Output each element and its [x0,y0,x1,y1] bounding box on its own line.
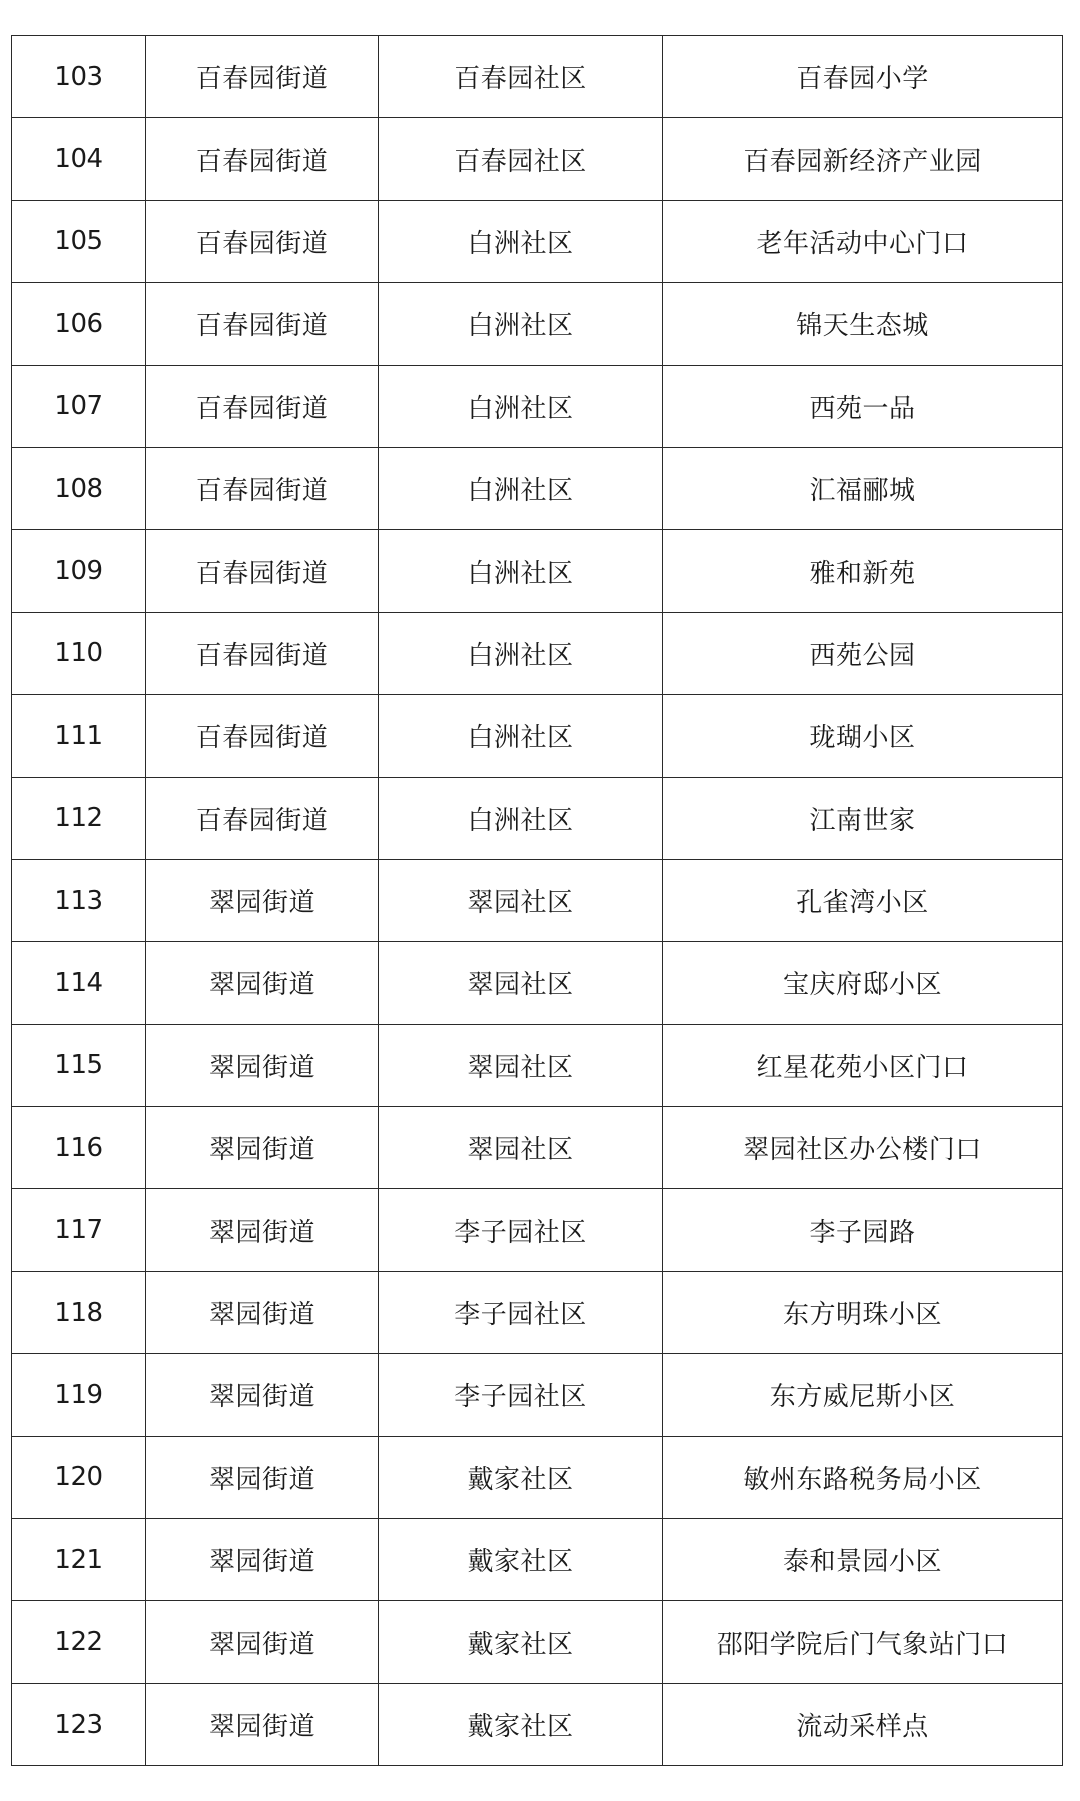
street-cell: 百春园街道 [146,612,379,694]
table-row [12,695,1063,777]
row-number-cell: 103 [12,36,146,118]
community-cell: 戴家社区 [379,1683,663,1765]
street-cell: 翠园街道 [146,859,379,941]
street-cell: 翠园街道 [146,1436,379,1518]
row-number-cell: 114 [12,942,146,1024]
community-cell: 戴家社区 [379,1436,663,1518]
table-row [12,365,1063,447]
site-cell: 西苑一品 [663,365,1063,447]
row-number-cell: 105 [12,200,146,282]
site-cell: 孔雀湾小区 [663,859,1063,941]
row-number-cell: 116 [12,1107,146,1189]
street-cell: 翠园街道 [146,1189,379,1271]
row-number-cell: 119 [12,1354,146,1436]
table-row [12,118,1063,200]
row-number-cell: 110 [12,612,146,694]
community-cell: 翠园社区 [379,942,663,1024]
row-number-cell: 117 [12,1189,146,1271]
row-number-cell: 108 [12,447,146,529]
row-number-cell: 115 [12,1024,146,1106]
community-cell: 白洲社区 [379,530,663,612]
row-number-cell: 113 [12,859,146,941]
site-cell: 雅和新苑 [663,530,1063,612]
site-cell: 百春园小学 [663,36,1063,118]
site-cell: 老年活动中心门口 [663,200,1063,282]
row-number-cell: 118 [12,1271,146,1353]
community-cell: 白洲社区 [379,283,663,365]
street-cell: 翠园街道 [146,1601,379,1683]
table-row [12,777,1063,859]
site-cell: 流动采样点 [663,1683,1063,1765]
community-cell: 百春园社区 [379,36,663,118]
site-cell: 东方威尼斯小区 [663,1354,1063,1436]
sampling-sites-table [11,35,1063,1766]
street-cell: 翠园街道 [146,942,379,1024]
community-cell: 白洲社区 [379,365,663,447]
row-number-cell: 121 [12,1519,146,1601]
site-cell: 翠园社区办公楼门口 [663,1107,1063,1189]
site-cell: 珑瑚小区 [663,695,1063,777]
street-cell: 百春园街道 [146,365,379,447]
community-cell: 白洲社区 [379,695,663,777]
street-cell: 翠园街道 [146,1024,379,1106]
community-cell: 百春园社区 [379,118,663,200]
street-cell: 翠园街道 [146,1271,379,1353]
site-cell: 锦天生态城 [663,283,1063,365]
table-row [12,283,1063,365]
site-cell: 东方明珠小区 [663,1271,1063,1353]
site-cell: 西苑公园 [663,612,1063,694]
table-row [12,1601,1063,1683]
street-cell: 百春园街道 [146,447,379,529]
table-row [12,1024,1063,1106]
row-number-cell: 112 [12,777,146,859]
site-cell: 江南世家 [663,777,1063,859]
community-cell: 李子园社区 [379,1271,663,1353]
street-cell: 百春园街道 [146,283,379,365]
row-number-cell: 111 [12,695,146,777]
community-cell: 翠园社区 [379,1107,663,1189]
row-number-cell: 107 [12,365,146,447]
table-row [12,36,1063,118]
table-row [12,1354,1063,1436]
street-cell: 百春园街道 [146,777,379,859]
table-row [12,1271,1063,1353]
site-cell: 红星花苑小区门口 [663,1024,1063,1106]
table-row [12,1683,1063,1765]
site-cell: 邵阳学院后门气象站门口 [663,1601,1063,1683]
site-cell: 李子园路 [663,1189,1063,1271]
community-cell: 翠园社区 [379,1024,663,1106]
street-cell: 百春园街道 [146,695,379,777]
row-number-cell: 109 [12,530,146,612]
community-cell: 李子园社区 [379,1354,663,1436]
document-page [11,35,1062,1766]
community-cell: 戴家社区 [379,1601,663,1683]
street-cell: 百春园街道 [146,530,379,612]
community-cell: 翠园社区 [379,859,663,941]
table-row [12,1189,1063,1271]
row-number-cell: 122 [12,1601,146,1683]
table-row [12,1107,1063,1189]
site-cell: 百春园新经济产业园 [663,118,1063,200]
community-cell: 白洲社区 [379,200,663,282]
site-cell: 宝庆府邸小区 [663,942,1063,1024]
community-cell: 白洲社区 [379,612,663,694]
community-cell: 李子园社区 [379,1189,663,1271]
table-row [12,859,1063,941]
table-body [12,36,1063,1766]
street-cell: 百春园街道 [146,118,379,200]
table-row [12,530,1063,612]
community-cell: 白洲社区 [379,777,663,859]
site-cell: 汇福郦城 [663,447,1063,529]
table-row [12,942,1063,1024]
row-number-cell: 106 [12,283,146,365]
community-cell: 戴家社区 [379,1519,663,1601]
site-cell: 泰和景园小区 [663,1519,1063,1601]
street-cell: 翠园街道 [146,1354,379,1436]
row-number-cell: 123 [12,1683,146,1765]
street-cell: 百春园街道 [146,200,379,282]
row-number-cell: 104 [12,118,146,200]
row-number-cell: 120 [12,1436,146,1518]
table-row [12,612,1063,694]
table-row [12,1436,1063,1518]
street-cell: 翠园街道 [146,1107,379,1189]
site-cell: 敏州东路税务局小区 [663,1436,1063,1518]
street-cell: 翠园街道 [146,1683,379,1765]
table-row [12,1519,1063,1601]
street-cell: 翠园街道 [146,1519,379,1601]
community-cell: 白洲社区 [379,447,663,529]
table-row [12,447,1063,529]
street-cell: 百春园街道 [146,36,379,118]
table-row [12,200,1063,282]
